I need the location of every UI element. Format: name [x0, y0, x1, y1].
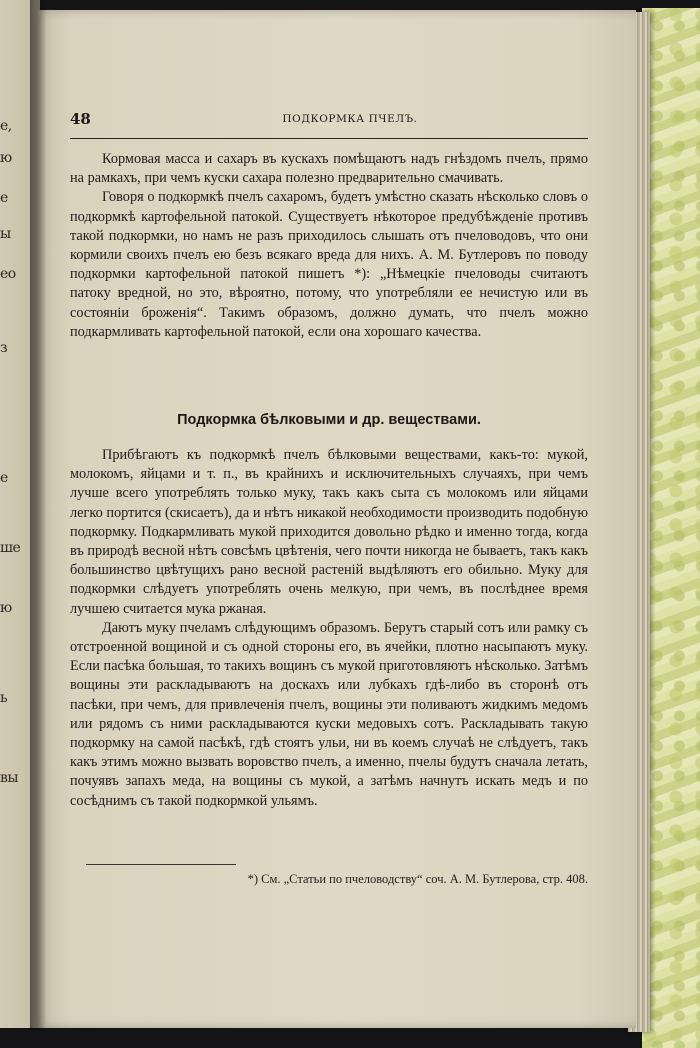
text-block-top [70, 150, 588, 342]
paragraph: Даютъ муку пчеламъ слѣдующимъ образомъ. Берутъ старый сотъ или рамку съ отстроенной вощиной и съ одной стороны его, въ ячейки, плотно насыпаютъ муку. Если пасѣка большая, то такихъ вощинъ съ мукой приготовляютъ нѣсколько. Затѣмъ вощины эти раскладываютъ на доскахъ или лубкахъ гдѣ-либо въ сторонѣ отъ пасѣки, при чемъ, для привлеченія пчелъ, вощины эти поливаютъ жидкимъ медомъ или рядомъ съ ними раскладываются куски медовыхъ сотъ. Раскладывать такую подкормку на самой пасѣкѣ, гдѣ стоятъ ульи, ни въ коемъ случаѣ не слѣдуетъ, такъ какъ этимъ можно вызвать воровство пчелъ, а именно, пчелы будутъ сначала летать, почуявъ запахъ меда, на вощины съ мукой, а затѣмъ начнутъ искать медъ и по сосѣднимъ съ такой подкормкой ульямъ. [70, 619, 588, 809]
book-cover-pattern [642, 8, 700, 1048]
left-page-fragment: вы [0, 770, 19, 786]
left-page-fragment: е [0, 190, 8, 206]
left-page-fragment: ше [0, 540, 21, 556]
text-block-bottom [70, 446, 588, 811]
left-page-fragment: ы [0, 226, 11, 242]
left-page-fragment: ь [0, 690, 8, 706]
left-page-fragment: е [0, 470, 8, 486]
binding-shadow [30, 0, 46, 1030]
paragraph: Говоря о подкормкѣ пчелъ сахаромъ, будетъ умѣстно сказать нѣсколько словъ о подкормкѣ картофельной патокой. Существуетъ нѣкоторое предубѣжденіе противъ такой подкормки, но намъ не разъ приходилось слышать отъ пчеловодовъ, что они кормили своихъ пчелъ ею безъ всякаго вреда для нихъ. А. М. Бутлеровъ по поводу подкормки картофельной патокой пишетъ *): „Нѣмецкіе пчеловоды считаютъ патоку вредной, но это, вѣроятно, потому, что употребляли ее нечистую или въ состояніи броженія“. Такимъ образомъ, должно думать, что пчелъ можно подкармливать картофельной патокой, если она хорошаго качества. [70, 189, 588, 340]
left-page-fragment: з [0, 340, 8, 356]
paragraph: Кормовая масса и сахаръ въ кускахъ помѣщаютъ надъ гнѣздомъ пчелъ, прямо на рамкахъ, при чемъ куски сахара полезно предварительно смачивать. [70, 151, 588, 187]
page-number: 48 [70, 110, 91, 128]
left-page-fragment: ю [0, 150, 12, 166]
left-page-fragment: е, [0, 118, 12, 134]
paragraph: Прибѣгаютъ къ подкормкѣ пчелъ бѣлковыми веществами, какъ-то: мукой, молокомъ, яйцами и т. п., въ крайнихъ и исключительныхъ случаяхъ, при чемъ лучше всего употреблять только муку, такъ какъ сыта съ молокомъ или яйцами легко портится (скисаетъ), да и нѣтъ никакой необходимости производить подобную подкормку. Подкармливать мукой приходится довольно рѣдко и именно тогда, когда въ природѣ весной нѣтъ совсѣмъ цвѣтенія, чего почти никогда не бываетъ, такъ какъ большинство цвѣтущихъ рано весной растеній выдѣляютъ его обильно. Муку для подкормки слѣдуетъ употреблять очень мелкую, при чемъ, въ послѣднее время лучшею считается мука ржаная. [70, 447, 588, 617]
page-header [70, 110, 588, 134]
left-page-fragment: ео [0, 266, 16, 282]
book-page [36, 10, 636, 1028]
footnote: *) См. „Статьи по пчеловодству“ соч. А. М. Бутлерова, стр. 408. [247, 872, 588, 886]
section-heading: Подкормка бѣлковыми и др. веществами. [177, 412, 481, 428]
footnote-rule [86, 864, 236, 865]
running-head: ПОДКОРМКА ПЧЕЛЪ. [282, 113, 418, 125]
left-page-fragment: ю [0, 600, 12, 616]
header-rule [70, 138, 588, 139]
